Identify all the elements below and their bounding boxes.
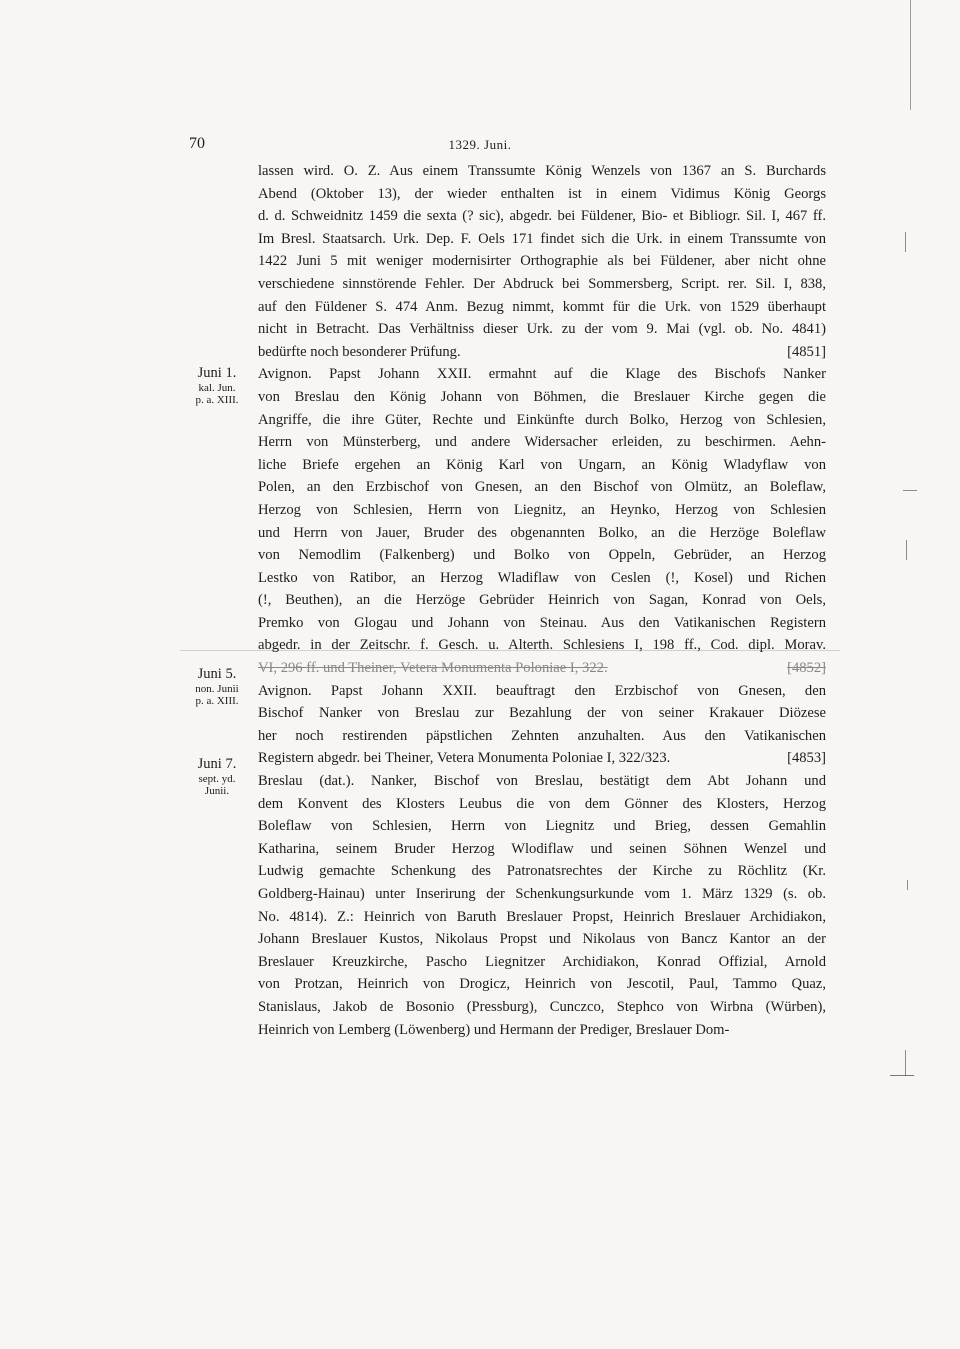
text-line: Herzog von Schlesien, Herrn von Liegnitz, an Heynko, Herzog von Schlesien xyxy=(258,501,826,518)
entry-end-4853 xyxy=(258,747,826,770)
text-line: Im Bresl. Staatsarch. Urk. Dep. F. Oels 171 findet sich die Urk. in einem Transsumte von xyxy=(258,230,826,247)
text-line: Bischof Nanker von Breslau zur Bezahlung der von seiner Krakauer Diözese xyxy=(258,705,826,722)
margin-sub: p. a. XIII. xyxy=(195,394,239,406)
text-line: verschiedene sinnstörende Fehler. Der Abdruck bei Sommersberg, Script. rer. Sil. I, 838, xyxy=(258,275,826,292)
scan-edge-mark xyxy=(903,490,917,491)
margin-note-juni-5 xyxy=(180,665,254,707)
entry-number: [4851] xyxy=(787,343,826,360)
text-line: Herrn von Münsterberg, und andere Widersacher erleiden, zu beschirmen. Aehn- xyxy=(258,434,826,451)
text-line: Breslau (dat.). Nanker, Bischof von Breslau, bestätigt dem Abt Johann und xyxy=(258,773,826,790)
text-line: Avignon. Papst Johann XXII. beauftragt den Erzbischof von Gnesen, den xyxy=(258,682,826,699)
margin-note-juni-7 xyxy=(180,755,254,797)
faint-rule xyxy=(180,650,840,651)
margin-date: Juni 5. xyxy=(197,666,237,682)
entry-end-text: Registern abgedr. bei Theiner, Vetera Monumenta Poloniae I, 322/323. xyxy=(258,750,671,767)
text-line: und Herrn von Jauer, Bruder des obgenannten Bolko, an die Herzöge Boleflaw xyxy=(258,524,826,541)
margin-date: Juni 1. xyxy=(197,365,237,381)
text-line: Boleflaw von Schlesien, Herrn von Liegnitz und Brieg, dessen Gemahlin xyxy=(258,818,826,835)
text-line: auf den Füldener S. 474 Anm. Bezug nimmt, kommt für die Urk. von 1529 überhaupt xyxy=(258,298,826,315)
scan-edge-mark xyxy=(905,232,906,252)
struck-text: VI, 296 ff. und Theiner, Vetera Monumenta Poloniae I, 322. xyxy=(258,660,608,677)
text-line: her noch restirenden päpstlichen Zehnten anzuhalten. Aus den Vatikanischen xyxy=(258,727,826,744)
entry-number: [4853] xyxy=(787,750,826,767)
text-line: von Protzan, Heinrich von Drogicz, Heinrich von Jescotil, Paul, Tammo Quaz, xyxy=(258,976,826,993)
text-line: Breslauer Kreuzkirche, Pascho Liegnitzer Archidiakon, Konrad Offizial, Arnold xyxy=(258,953,826,970)
text-line: Angriffe, die ihre Güter, Rechte und Einkünfte durch Bolko, Herzog von Schlesien, xyxy=(258,411,826,428)
scan-edge-mark xyxy=(905,1050,906,1076)
text-line: (!, Beuthen), an die Herzöge Gebrüder Heinrich von Sagan, Konrad von Oels, xyxy=(258,592,826,609)
text-line: Abend (Oktober 13), der wieder enthalten ist in einem Vidimus König Georgs xyxy=(258,185,826,202)
text-line: dem Konvent des Klosters Leubus die von dem Gönner des Klosters, Herzog xyxy=(258,795,826,812)
running-head: 1329. Juni. xyxy=(448,137,512,152)
text-line: Ludwig gemachte Schenkung des Patronatsrechtes der Kirche zu Röchlitz (Kr. xyxy=(258,863,826,880)
body-text xyxy=(258,160,826,1041)
margin-note-juni-1 xyxy=(180,364,254,406)
text-line: abgedr. in der Zeitschr. f. Gesch. u. Alterth. Schlesiens I, 198 ff., Cod. dipl. Morav. xyxy=(258,637,826,654)
text-line: Avignon. Papst Johann XXII. ermahnt auf die Klage des Bischofs Nanker xyxy=(258,366,826,383)
entry-end-4851 xyxy=(258,341,826,364)
text-line: Premko von Glogau und Johann von Steinau. Aus den Vatikanischen Registern xyxy=(258,614,826,631)
text-line: von Nemodlim (Falkenberg) und Bolko von Oppeln, Gebrüder, an Herzog xyxy=(258,547,826,564)
scan-edge-mark xyxy=(906,540,907,560)
text-line: Goldberg-Hainau) unter Inserirung der Schenkungsurkunde vom 1. März 1329 (s. ob. xyxy=(258,886,826,902)
scan-edge-mark xyxy=(890,1075,914,1076)
scan-edge-mark xyxy=(910,0,911,110)
margin-sub: sept. yd. xyxy=(198,773,236,785)
struck-line xyxy=(258,657,826,680)
text-line: liche Briefe ergehen an König Karl von Ungarn, an König Wladyflaw von xyxy=(258,456,826,473)
scan-edge-mark xyxy=(907,880,908,890)
margin-sub: kal. Jun. xyxy=(198,382,236,394)
text-line: Lestko von Ratibor, an Herzog Wladiflaw von Ceslen (!, Kosel) und Richen xyxy=(258,569,826,586)
text-line: von Breslau den König Johann von Böhmen, die Breslauer Kirche gegen die xyxy=(258,388,826,405)
entry-number: [4852] xyxy=(787,660,826,677)
text-line: nicht in Betracht. Das Verhältniss dieser Urk. zu der vom 9. Mai (vgl. ob. No. 4841) xyxy=(258,321,826,338)
margin-sub: non. Junii xyxy=(195,683,239,695)
text-line: No. 4814). Z.: Heinrich von Baruth Breslauer Propst, Heinrich Breslauer Archidiakon, xyxy=(258,908,826,925)
margin-sub: p. a. XIII. xyxy=(195,695,239,707)
text-line: Katharina, seinem Bruder Herzog Wlodiflaw und seinen Söhnen Wenzel und xyxy=(258,840,826,857)
page-number: 70 xyxy=(189,135,205,152)
text-line: lassen wird. O. Z. Aus einem Transsumte König Wenzels von 1367 an S. Burchards xyxy=(258,163,826,179)
margin-date: Juni 7. xyxy=(197,756,237,772)
text-line: d. d. Schweidnitz 1459 die sexta (? sic), abgedr. bei Füldener, Bio- et Bibliogr. Sil. I, 467 ff. xyxy=(258,208,826,225)
text-line: Polen, an den Erzbischof von Gnesen, an den Bischof von Olmütz, an Boleflaw, xyxy=(258,479,826,496)
text-line: Heinrich von Lemberg (Löwenberg) und Hermann der Prediger, Breslauer Dom- xyxy=(258,1021,730,1038)
text-line: Johann Breslauer Kustos, Nikolaus Propst und Nikolaus von Bancz Kantor an der xyxy=(258,931,826,948)
text-line: Stanislaus, Jakob de Bosonio (Pressburg), Cunczco, Stephco von Wirbna (Würben), xyxy=(258,998,826,1015)
text-line: 1422 Juni 5 mit weniger modernisirter Orthographie als bei Füldener, aber nicht ohne xyxy=(258,253,826,270)
entry-end-text: bedürfte noch besonderer Prüfung. xyxy=(258,343,461,360)
margin-sub: Junii. xyxy=(204,785,230,797)
